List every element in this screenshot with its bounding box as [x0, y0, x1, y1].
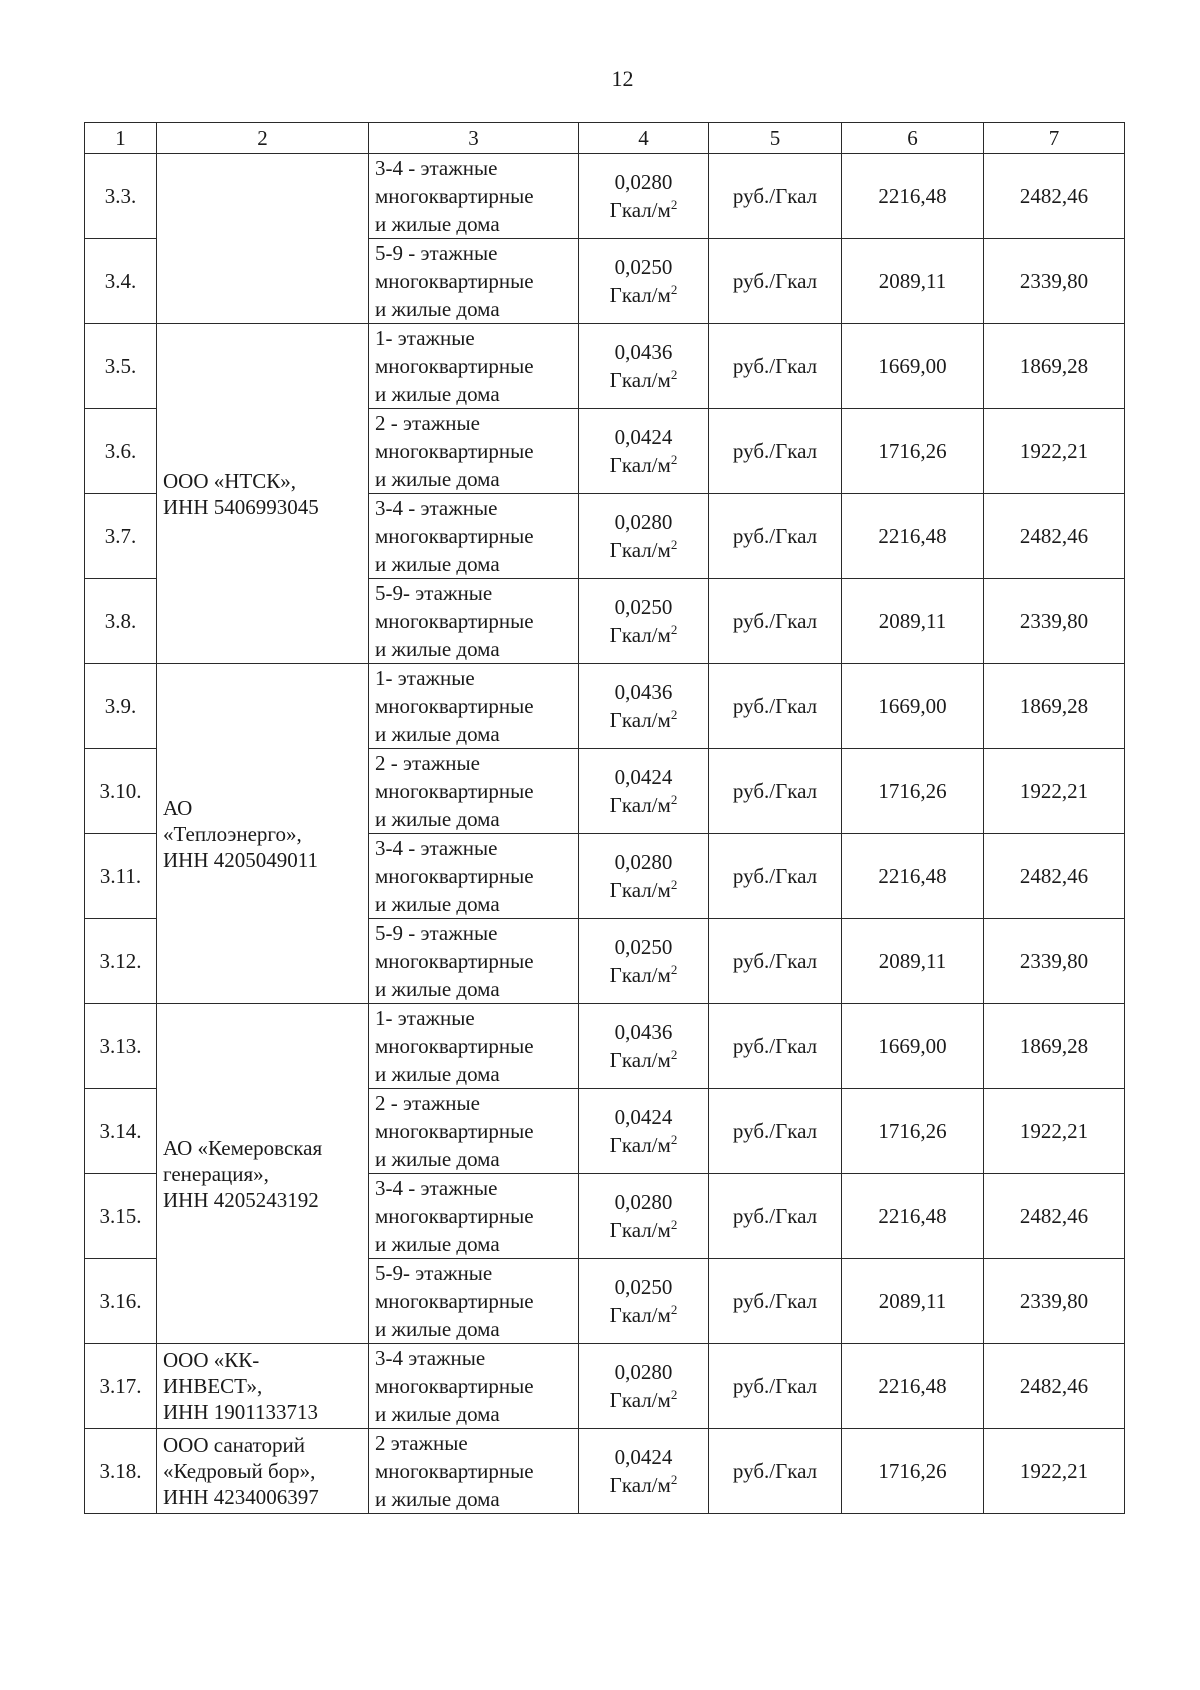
norm-unit-text: Гкал/м	[609, 1048, 671, 1072]
building-type-line: многоквартирные	[375, 184, 534, 208]
organization-line: генерация»,	[163, 1161, 269, 1186]
column-header: 5	[709, 123, 842, 154]
norm-unit-exponent: 2	[670, 1132, 678, 1147]
tariff-value-col6: 1716,26	[842, 1089, 984, 1174]
tariff-value-col6: 2216,48	[842, 1174, 984, 1259]
tariff-value-col7: 2482,46	[984, 494, 1125, 579]
consumption-norm	[579, 1089, 709, 1174]
building-type-line: 2 - этажные	[375, 751, 480, 775]
building-type-line: 5-9 - этажные	[375, 921, 498, 945]
building-type	[369, 239, 579, 324]
organization-cell	[157, 1004, 369, 1344]
table-row	[85, 1004, 1125, 1089]
tariff-unit: руб./Гкал	[709, 1089, 842, 1174]
tariff-unit: руб./Гкал	[709, 834, 842, 919]
tariff-value-col7: 1922,21	[984, 1429, 1125, 1514]
organization-line: «Кедровый бор»,	[163, 1459, 316, 1483]
tariff-unit: руб./Гкал	[709, 494, 842, 579]
norm-unit	[579, 621, 708, 649]
table-row	[85, 1344, 1125, 1429]
tariff-value-col6: 2216,48	[842, 154, 984, 239]
building-type-line: и жилые дома	[375, 1402, 500, 1426]
norm-unit-text: Гкал/м	[609, 1133, 671, 1157]
organization-line: ООО «НТСК»,	[163, 468, 297, 493]
building-type-line: многоквартирные	[375, 1204, 534, 1228]
consumption-norm	[579, 494, 709, 579]
building-type-line: 2 этажные	[375, 1431, 468, 1455]
building-type-line: и жилые дома	[375, 1062, 500, 1086]
norm-unit-text: Гкал/м	[609, 708, 671, 732]
norm-value: 0,0280	[614, 1190, 673, 1214]
norm-unit	[579, 366, 708, 394]
tariff-value-col7: 1922,21	[984, 409, 1125, 494]
norm-unit	[579, 1386, 708, 1414]
tariff-value-col6: 2089,11	[842, 239, 984, 324]
tariff-value-col7: 2482,46	[984, 1174, 1125, 1259]
norm-unit-text: Гкал/м	[609, 538, 671, 562]
building-type-line: многоквартирные	[375, 779, 534, 803]
norm-unit-text: Гкал/м	[609, 793, 671, 817]
consumption-norm	[579, 239, 709, 324]
norm-unit	[579, 1046, 708, 1074]
norm-unit-text: Гкал/м	[609, 368, 671, 392]
norm-value: 0,0250	[614, 595, 673, 619]
tariff-value-col7: 2482,46	[984, 1344, 1125, 1429]
table-row	[85, 154, 1125, 239]
tariff-value-col7: 1922,21	[984, 1089, 1125, 1174]
consumption-norm	[579, 409, 709, 494]
row-number: 3.4.	[85, 239, 157, 324]
building-type-line: 3-4 этажные	[375, 1346, 486, 1370]
consumption-norm	[579, 579, 709, 664]
norm-unit-exponent: 2	[670, 962, 678, 977]
organization-line: «Теплоэнерго»,	[163, 821, 302, 846]
organization-line: ООО «КК-	[163, 1348, 260, 1372]
norm-unit	[579, 1216, 708, 1244]
consumption-norm	[579, 664, 709, 749]
consumption-norm	[579, 1259, 709, 1344]
norm-unit	[579, 791, 708, 819]
consumption-norm	[579, 834, 709, 919]
tariff-value-col7: 2482,46	[984, 834, 1125, 919]
building-type-line: и жилые дома	[375, 1487, 500, 1511]
building-type-line: и жилые дома	[375, 212, 500, 236]
norm-unit-exponent: 2	[670, 792, 678, 807]
consumption-norm	[579, 919, 709, 1004]
norm-unit-exponent: 2	[670, 537, 678, 552]
norm-unit	[579, 876, 708, 904]
building-type	[369, 409, 579, 494]
norm-unit	[579, 706, 708, 734]
building-type	[369, 154, 579, 239]
row-number: 3.18.	[85, 1429, 157, 1514]
page-number: 12	[611, 66, 634, 91]
tariff-value-col7: 1869,28	[984, 1004, 1125, 1089]
tariff-table	[84, 122, 1125, 1514]
row-number: 3.10.	[85, 749, 157, 834]
norm-unit-exponent: 2	[670, 1302, 678, 1317]
tariff-unit: руб./Гкал	[709, 664, 842, 749]
building-type-line: многоквартирные	[375, 694, 534, 718]
column-header: 6	[842, 123, 984, 154]
building-type-line: многоквартирные	[375, 609, 534, 633]
norm-unit-text: Гкал/м	[609, 1303, 671, 1327]
column-header: 2	[157, 123, 369, 154]
norm-value: 0,0280	[614, 170, 673, 194]
building-type-line: и жилые дома	[375, 637, 500, 661]
row-number: 3.16.	[85, 1259, 157, 1344]
organization-cell	[157, 154, 369, 324]
norm-unit-text: Гкал/м	[609, 198, 671, 222]
row-number: 3.7.	[85, 494, 157, 579]
norm-value: 0,0424	[614, 425, 673, 449]
norm-value: 0,0424	[614, 765, 673, 789]
building-type	[369, 1429, 579, 1514]
tariff-value-col6: 1716,26	[842, 749, 984, 834]
norm-unit-text: Гкал/м	[609, 283, 671, 307]
tariff-value-col7: 2339,80	[984, 579, 1125, 664]
tariff-unit: руб./Гкал	[709, 1004, 842, 1089]
consumption-norm	[579, 749, 709, 834]
organization-cell	[157, 1344, 369, 1429]
norm-unit-exponent: 2	[670, 367, 678, 382]
column-header: 7	[984, 123, 1125, 154]
norm-value: 0,0250	[614, 935, 673, 959]
building-type-line: многоквартирные	[375, 1289, 534, 1313]
tariff-value-col7: 1922,21	[984, 749, 1125, 834]
tariff-unit: руб./Гкал	[709, 749, 842, 834]
building-type-line: 5-9- этажные	[375, 581, 493, 605]
tariff-value-col6: 1669,00	[842, 1004, 984, 1089]
norm-value: 0,0280	[614, 850, 673, 874]
table-row	[85, 664, 1125, 749]
organization-line: АО	[163, 795, 193, 820]
organization-line: ИНН 1901133713	[163, 1400, 318, 1424]
building-type	[369, 1174, 579, 1259]
row-number: 3.5.	[85, 324, 157, 409]
table-row	[85, 1429, 1125, 1514]
building-type	[369, 919, 579, 1004]
norm-unit	[579, 1131, 708, 1159]
norm-value: 0,0280	[614, 510, 673, 534]
row-number: 3.13.	[85, 1004, 157, 1089]
building-type-line: многоквартирные	[375, 1459, 534, 1483]
header-row	[85, 123, 1125, 154]
norm-unit-text: Гкал/м	[609, 623, 671, 647]
building-type	[369, 579, 579, 664]
row-number: 3.17.	[85, 1344, 157, 1429]
consumption-norm	[579, 1344, 709, 1429]
building-type-line: и жилые дома	[375, 977, 500, 1001]
building-type-line: 2 - этажные	[375, 1091, 480, 1115]
building-type-line: многоквартирные	[375, 269, 534, 293]
building-type-line: и жилые дома	[375, 297, 500, 321]
norm-unit-exponent: 2	[670, 877, 678, 892]
norm-unit-exponent: 2	[670, 1472, 678, 1487]
building-type-line: и жилые дома	[375, 1232, 500, 1256]
norm-unit-exponent: 2	[670, 282, 678, 297]
norm-unit-exponent: 2	[670, 622, 678, 637]
norm-unit	[579, 961, 708, 989]
building-type-line: 5-9 - этажные	[375, 241, 498, 265]
row-number: 3.15.	[85, 1174, 157, 1259]
tariff-unit: руб./Гкал	[709, 919, 842, 1004]
norm-value: 0,0436	[614, 680, 673, 704]
building-type-line: многоквартирные	[375, 354, 534, 378]
building-type	[369, 1089, 579, 1174]
tariff-value-col7: 1869,28	[984, 324, 1125, 409]
tariff-value-col7: 2339,80	[984, 919, 1125, 1004]
building-type-line: 3-4 - этажные	[375, 1176, 498, 1200]
building-type-line: многоквартирные	[375, 864, 534, 888]
tariff-unit: руб./Гкал	[709, 324, 842, 409]
organization-line: АО «Кемеровская	[163, 1135, 323, 1160]
norm-value: 0,0280	[614, 1360, 673, 1384]
organization-line: ИНВЕСТ»,	[163, 1374, 263, 1398]
norm-value: 0,0436	[614, 340, 673, 364]
norm-value: 0,0424	[614, 1105, 673, 1129]
norm-unit-exponent: 2	[670, 707, 678, 722]
norm-unit-exponent: 2	[670, 1217, 678, 1232]
building-type-line: и жилые дома	[375, 552, 500, 576]
organization-line: ИНН 5406993045	[163, 494, 319, 519]
norm-unit-exponent: 2	[670, 452, 678, 467]
tariff-value-col7: 2339,80	[984, 1259, 1125, 1344]
tariff-unit: руб./Гкал	[709, 1259, 842, 1344]
tariff-unit: руб./Гкал	[709, 579, 842, 664]
building-type-line: 3-4 - этажные	[375, 836, 498, 860]
tariff-value-col6: 2216,48	[842, 834, 984, 919]
building-type	[369, 494, 579, 579]
consumption-norm	[579, 154, 709, 239]
organization-cell	[157, 324, 369, 664]
tariff-unit: руб./Гкал	[709, 1174, 842, 1259]
row-number: 3.12.	[85, 919, 157, 1004]
tariff-value-col6: 1716,26	[842, 1429, 984, 1514]
tariff-unit: руб./Гкал	[709, 1429, 842, 1514]
norm-unit-text: Гкал/м	[609, 1388, 671, 1412]
norm-unit-text: Гкал/м	[609, 1218, 671, 1242]
building-type-line: многоквартирные	[375, 1374, 534, 1398]
tariff-value-col6: 2089,11	[842, 579, 984, 664]
table-row	[85, 324, 1125, 409]
building-type-line: и жилые дома	[375, 807, 500, 831]
norm-unit	[579, 281, 708, 309]
row-number: 3.8.	[85, 579, 157, 664]
tariff-unit: руб./Гкал	[709, 239, 842, 324]
tariff-unit: руб./Гкал	[709, 409, 842, 494]
building-type-line: 3-4 - этажные	[375, 156, 498, 180]
building-type-line: многоквартирные	[375, 1034, 534, 1058]
building-type	[369, 664, 579, 749]
building-type-line: 1- этажные	[375, 666, 475, 690]
tariff-value-col7: 2482,46	[984, 154, 1125, 239]
building-type-line: и жилые дома	[375, 382, 500, 406]
consumption-norm	[579, 1429, 709, 1514]
building-type	[369, 749, 579, 834]
building-type-line: и жилые дома	[375, 892, 500, 916]
norm-value: 0,0424	[614, 1445, 673, 1469]
row-number: 3.9.	[85, 664, 157, 749]
tariff-unit: руб./Гкал	[709, 154, 842, 239]
column-header: 3	[369, 123, 579, 154]
tariff-value-col6: 2089,11	[842, 1259, 984, 1344]
organization-line: ИНН 4205049011	[163, 847, 318, 872]
building-type-line: 2 - этажные	[375, 411, 480, 435]
building-type-line: многоквартирные	[375, 1119, 534, 1143]
norm-unit	[579, 1301, 708, 1329]
row-number: 3.14.	[85, 1089, 157, 1174]
norm-unit	[579, 451, 708, 479]
row-number: 3.11.	[85, 834, 157, 919]
building-type-line: многоквартирные	[375, 949, 534, 973]
norm-unit-text: Гкал/м	[609, 878, 671, 902]
tariff-unit: руб./Гкал	[709, 1344, 842, 1429]
norm-unit-exponent: 2	[670, 1047, 678, 1062]
building-type-line: 1- этажные	[375, 326, 475, 350]
building-type-line: и жилые дома	[375, 467, 500, 491]
norm-value: 0,0250	[614, 255, 673, 279]
row-number: 3.3.	[85, 154, 157, 239]
building-type	[369, 1259, 579, 1344]
building-type	[369, 324, 579, 409]
norm-unit	[579, 536, 708, 564]
consumption-norm	[579, 1174, 709, 1259]
building-type-line: 5-9- этажные	[375, 1261, 493, 1285]
building-type-line: многоквартирные	[375, 524, 534, 548]
building-type-line: 3-4 - этажные	[375, 496, 498, 520]
row-number: 3.6.	[85, 409, 157, 494]
building-type	[369, 834, 579, 919]
norm-unit	[579, 196, 708, 224]
organization-line: ИНН 4234006397	[163, 1485, 319, 1509]
building-type-line: и жилые дома	[375, 1317, 500, 1341]
tariff-value-col6: 1716,26	[842, 409, 984, 494]
organization-cell	[157, 1429, 369, 1514]
building-type-line: и жилые дома	[375, 1147, 500, 1171]
consumption-norm	[579, 1004, 709, 1089]
norm-unit	[579, 1471, 708, 1499]
building-type	[369, 1004, 579, 1089]
norm-value: 0,0436	[614, 1020, 673, 1044]
building-type-line: и жилые дома	[375, 722, 500, 746]
tariff-value-col6: 2089,11	[842, 919, 984, 1004]
norm-unit-exponent: 2	[670, 1387, 678, 1402]
norm-unit-text: Гкал/м	[609, 453, 671, 477]
tariff-value-col6: 2216,48	[842, 1344, 984, 1429]
column-header: 1	[85, 123, 157, 154]
organization-line: ИНН 4205243192	[163, 1187, 319, 1212]
tariff-value-col6: 1669,00	[842, 664, 984, 749]
tariff-value-col6: 2216,48	[842, 494, 984, 579]
tariff-value-col7: 2339,80	[984, 239, 1125, 324]
organization-cell	[157, 664, 369, 1004]
tariff-value-col7: 1869,28	[984, 664, 1125, 749]
consumption-norm	[579, 324, 709, 409]
building-type-line: многоквартирные	[375, 439, 534, 463]
column-header: 4	[579, 123, 709, 154]
tariff-value-col6: 1669,00	[842, 324, 984, 409]
building-type-line: 1- этажные	[375, 1006, 475, 1030]
norm-value: 0,0250	[614, 1275, 673, 1299]
norm-unit-text: Гкал/м	[609, 963, 671, 987]
norm-unit-exponent: 2	[670, 197, 678, 212]
organization-line: ООО санаторий	[163, 1433, 306, 1457]
norm-unit-text: Гкал/м	[609, 1473, 671, 1497]
building-type	[369, 1344, 579, 1429]
